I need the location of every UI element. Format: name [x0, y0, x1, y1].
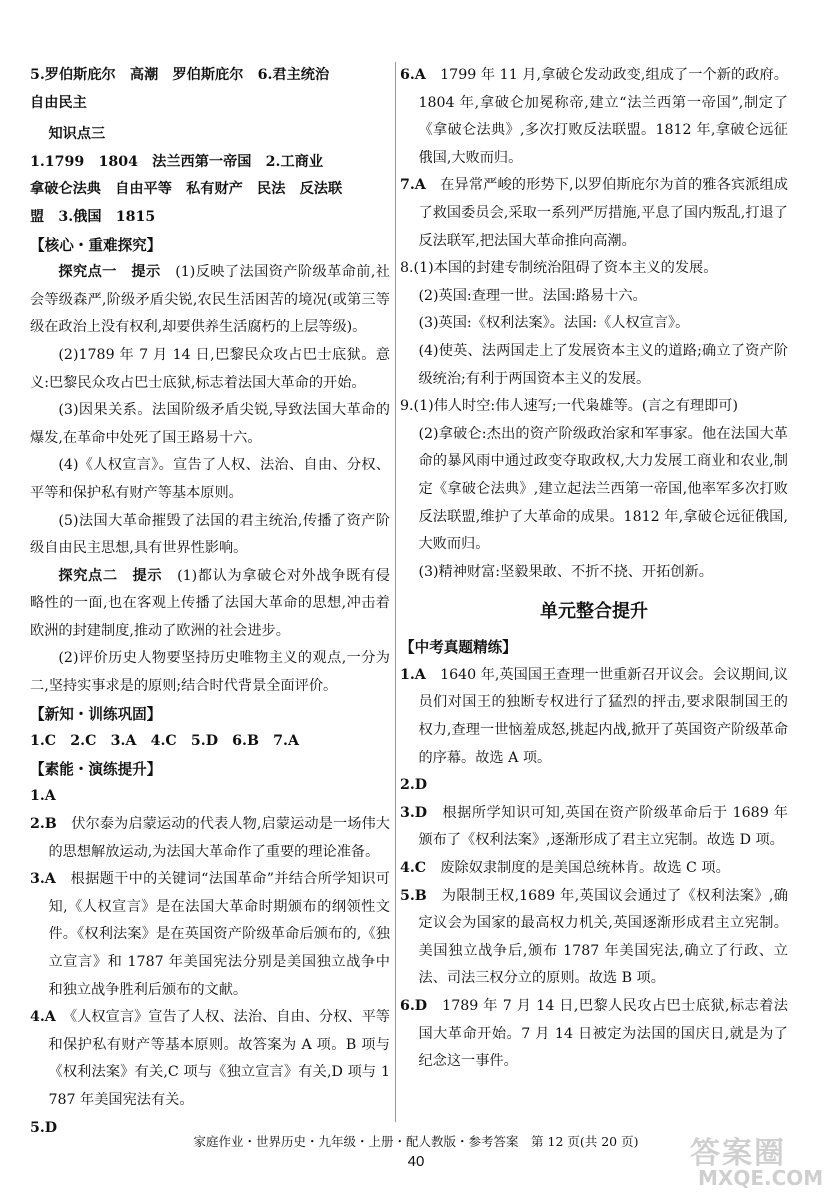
explore-item: (2)评价历史人物要坚持历史唯物主义的观点,一分为二,坚持实事求是的原则;结合时代背景全面评价。	[30, 650, 390, 695]
explore-label: 探究点一 提示	[58, 264, 161, 281]
right-column	[400, 62, 788, 1076]
answer-line: 拿破仑法典 自由平等 私有财产 民法 反法联	[30, 181, 343, 198]
answer-subitem: (3)精神财富:坚毅果敢、不折不挠、开拓创新。	[418, 563, 713, 580]
answer-line: 2.D	[400, 777, 428, 794]
answer-text: 《人权宣言》宣告了人权、法治、自由、分权、平等和保护私有财产等基本原则。故答案为 A 项。B 项与《权利法案》有关,C 项与《独立宣言》有关,D 项与 1787 年美国宪法有关。	[48, 1009, 390, 1108]
answer-number: 4.C	[400, 860, 427, 877]
answer-text: 在异常严峻的形势下,以罗伯斯庇尔为首的雅各宾派组成了救国委员会,采取一系列严厉措施,平息了国内叛乱,打退了反法联军,把法国大革命推向高潮。	[418, 177, 788, 249]
answer-line: 1.C 2.C 3.A 4.C 5.D 6.B 7.A	[30, 733, 299, 750]
answer-text: 1640 年,英国国王查理一世重新召开议会。会议期间,议员们对国王的独断专权进行了猛烈的抨击,要求限制国王的权力,查理一世恼羞成怒,挑起内战,掀开了英国资产阶级革命的序幕。故选 A 项。	[418, 666, 788, 766]
section-heading: 【新知・训练巩固】	[30, 705, 162, 723]
answer-item: 8.(1)本国的封建专制统治阻碍了资本主义的发展。	[400, 260, 718, 277]
answer-subitem: (4)使英、法两国走上了发展资本主义的道路;确立了资产阶级统治;有利于两国资本主义的发展。	[418, 342, 788, 387]
answer-number: 3.A	[30, 871, 56, 888]
answer-item	[400, 662, 788, 772]
answer-item	[30, 1004, 390, 1114]
answer-subitem: (2)拿破仑:杰出的资产阶级政治家和军事家。他在法国大革命的暴风雨中通过政变夺取政权,大力发展工商业和农业,制定《拿破仑法典》,建立起法兰西第一帝国,他率军多次打败反法联盟,维护了大革命的成果。1812 年,拿破仑远征俄国,大败而归。	[418, 425, 788, 553]
answer-item	[400, 62, 788, 172]
answer-text: 根据所学知识可知,英国在资产阶级革命后于 1689 年颁布了《权利法案》,逐渐形成了君主立宪制。故选 D 项。	[418, 804, 788, 849]
unit-title: 单元整合提升	[540, 601, 648, 623]
answer-number: 2.B	[30, 816, 57, 833]
explore-item: (5)法国大革命摧毁了法国的君主统治,传播了资产阶级自由民主思想,具有世界性影响。	[30, 512, 390, 557]
answer-text: 伏尔泰为启蒙运动的代表人物,启蒙运动是一场伟大的思想解放运动,为法国大革命作了重要的理论准备。	[48, 816, 390, 860]
answer-number: 1.A	[400, 666, 426, 683]
answer-line: 5.D	[30, 1119, 58, 1136]
answer-line: 盟 3.俄国 1815	[30, 208, 156, 225]
answer-number: 5.B	[400, 887, 427, 904]
answer-text: 废除奴隶制度的是美国总统林肯。故选 C 项。	[440, 860, 730, 877]
answer-line: 自由民主	[30, 94, 87, 111]
answer-number: 6.A	[400, 67, 426, 83]
answer-text: 为限制王权,1689 年,英国议会通过了《权利法案》,确定议会为国家的最高权力机关,英国逐渐形成君主立宪制。美国独立战争后,颁布 1787 年美国宪法,确立了行政、立法、司法三权分立的原则。故选 B 项。	[418, 887, 788, 987]
page-footer: 家庭作业・世界历史・九年级・上册・配人教版・参考答案 第 12 页(共 20 页)	[193, 1134, 639, 1149]
explore-text: (1)都认为拿破仑对外战争既有侵略性的一面,也在客观上传播了法国大革命的思想,冲击着欧洲的封建制度,推动了欧洲的社会进步。	[30, 567, 390, 639]
answer-number: 6.D	[400, 998, 428, 1014]
answer-text: 1789 年 7 月 14 日,巴黎人民攻占巴士底狱,标志着法国大革命开始。7 月 14 日被定为法国的国庆日,就是为了纪念这一事件。	[418, 998, 788, 1070]
answer-text: 1799 年 11 月,拿破仑发动政变,组成了一个新的政府。1804 年,拿破仑加冕称帝,建立“法兰西第一帝国”,制定了《拿破仑法典》,多次打败反法联盟。1812 年,拿破仑远征俄国,大败而归。	[418, 67, 788, 166]
answer-item	[400, 800, 788, 855]
answer-line: 5.罗伯斯庇尔 高潮 罗伯斯庇尔 6.君主统治	[30, 67, 330, 83]
explore-label: 探究点二 提示	[58, 567, 163, 584]
answer-item	[400, 855, 788, 883]
answer-item	[30, 811, 390, 866]
answer-subitem: (2)英国:查理一世。法国:路易十六。	[418, 287, 647, 304]
answer-line: 1.1799 1804 法兰西第一帝国 2.工商业	[30, 153, 324, 170]
answer-item	[400, 172, 788, 255]
answer-number: 3.D	[400, 804, 428, 821]
left-column	[30, 62, 390, 1142]
explore-item	[30, 563, 390, 646]
page-number: 40	[407, 1153, 425, 1170]
answer-item	[30, 866, 390, 1004]
explore-item: (3)因果关系。法国阶级矛盾尖锐,导致法国大革命的爆发,在革命中处死了国王路易十六。	[30, 402, 390, 446]
watermark-logo	[690, 1128, 822, 1194]
explore-text: (1)反映了法国资产阶级革命前,社会等级森严,阶级矛盾尖锐,农民生活困苦的境况(或第三等级在政治上没有权利,却要供养生活腐朽的上层等级)。	[30, 264, 390, 336]
watermark-url: MXQE.COM	[698, 1166, 824, 1190]
answer-item	[400, 993, 788, 1076]
section-heading: 【核心・重难探究】	[30, 236, 162, 254]
explore-item: (2)1789 年 7 月 14 日,巴黎民众攻占巴士底狱。意义:巴黎民众攻占巴士底狱,标志着法国大革命的开始。	[30, 346, 390, 391]
answer-number: 4.A	[30, 1009, 56, 1026]
knowledge-point-heading: 知识点三	[48, 126, 106, 143]
section-heading: 【素能・演练提升】	[30, 760, 162, 778]
section-heading: 【中考真题精练】	[400, 639, 517, 657]
column-divider	[395, 62, 396, 1122]
explore-item	[30, 259, 390, 342]
answer-text: 根据题干中的关键词“法国革命”并结合所学知识可知,《人权宣言》是在法国大革命时期颁布的纲领性文件。《权利法案》是在英国资产阶级革命后颁布的,《独立宣言》和 1787 年美国宪法分别是美国独立战争中和独立战争胜利后颁布的文献。	[48, 871, 390, 998]
answer-subitem: (3)英国:《权利法案》。法国:《人权宣言》。	[418, 315, 690, 332]
explore-item: (4)《人权宣言》。宣告了人权、法治、自由、分权、平等和保护私有财产等基本原则。	[30, 457, 390, 501]
answer-item: 9.(1)伟人时空:伟人速写;一代枭雄等。(言之有理即可)	[400, 398, 739, 415]
answer-line: 1.A	[30, 788, 56, 805]
answer-number: 7.A	[400, 177, 426, 194]
answer-item	[400, 883, 788, 993]
watermark-text: 答案圈	[690, 1136, 786, 1171]
